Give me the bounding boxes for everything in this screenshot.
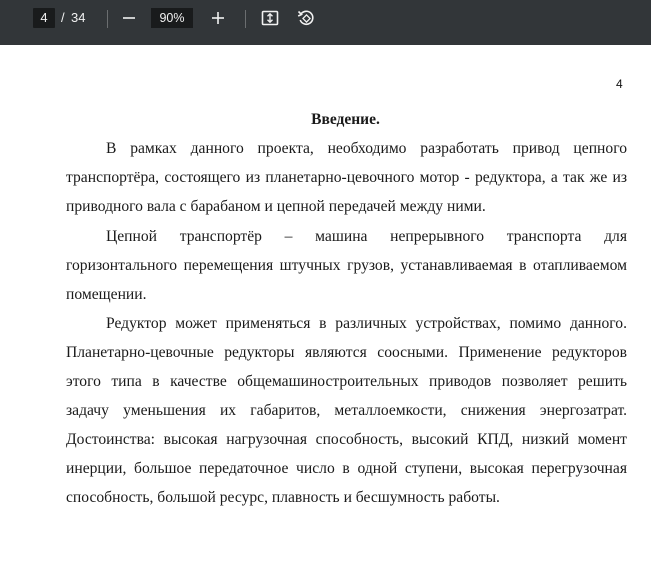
zoom-level-input[interactable]: 90%	[151, 8, 193, 28]
fit-to-page-icon	[261, 9, 279, 27]
paragraph-3: Редуктор может применяться в различных устройствах, помимо данного. Планетарно-цевочные редукторы являются соосными. Применение редукторов этого типа в качестве общемашиностроительных приводов позволяет решить задачу уменьшения их габаритов, металлоемкости, снижения энергозатрат. Достоинства: высокая нагрузочная способность, высокий КПД, низкий момент инерции, большое передаточное число в одной ступени, высокая перегрузочная способность, большой ресурс, плавность и бесшумность работы.	[66, 315, 627, 506]
toolbar-divider	[245, 10, 246, 28]
minus-icon	[122, 11, 136, 25]
zoom-in-button[interactable]	[206, 6, 230, 30]
page-number-input[interactable]: 4	[33, 8, 55, 28]
toolbar-divider	[107, 10, 108, 28]
paragraph-2: Цепной транспортёр – машина непрерывного транспорта для горизонтального перемещения штучных грузов, устанавливаемая в отапливаемом помещении.	[66, 228, 627, 303]
total-pages: 34	[71, 10, 86, 25]
pdf-toolbar	[0, 0, 651, 45]
pdf-page	[0, 45, 651, 574]
zoom-out-button[interactable]	[117, 6, 141, 30]
rotate-button[interactable]	[294, 6, 318, 30]
page-number-label: 4	[616, 77, 623, 91]
page-separator: /	[61, 10, 65, 25]
plus-icon	[211, 11, 225, 25]
fit-to-page-button[interactable]	[258, 6, 282, 30]
rotate-icon	[297, 9, 315, 27]
page-title: Введение.	[311, 111, 380, 128]
paragraph-1: В рамках данного проекта, необходимо разработать привод цепного транспортёра, состоящего из планетарно-цевочного мотор - редуктора, а так же из приводного вала с барабаном и цепной передачей между ними.	[66, 140, 627, 215]
